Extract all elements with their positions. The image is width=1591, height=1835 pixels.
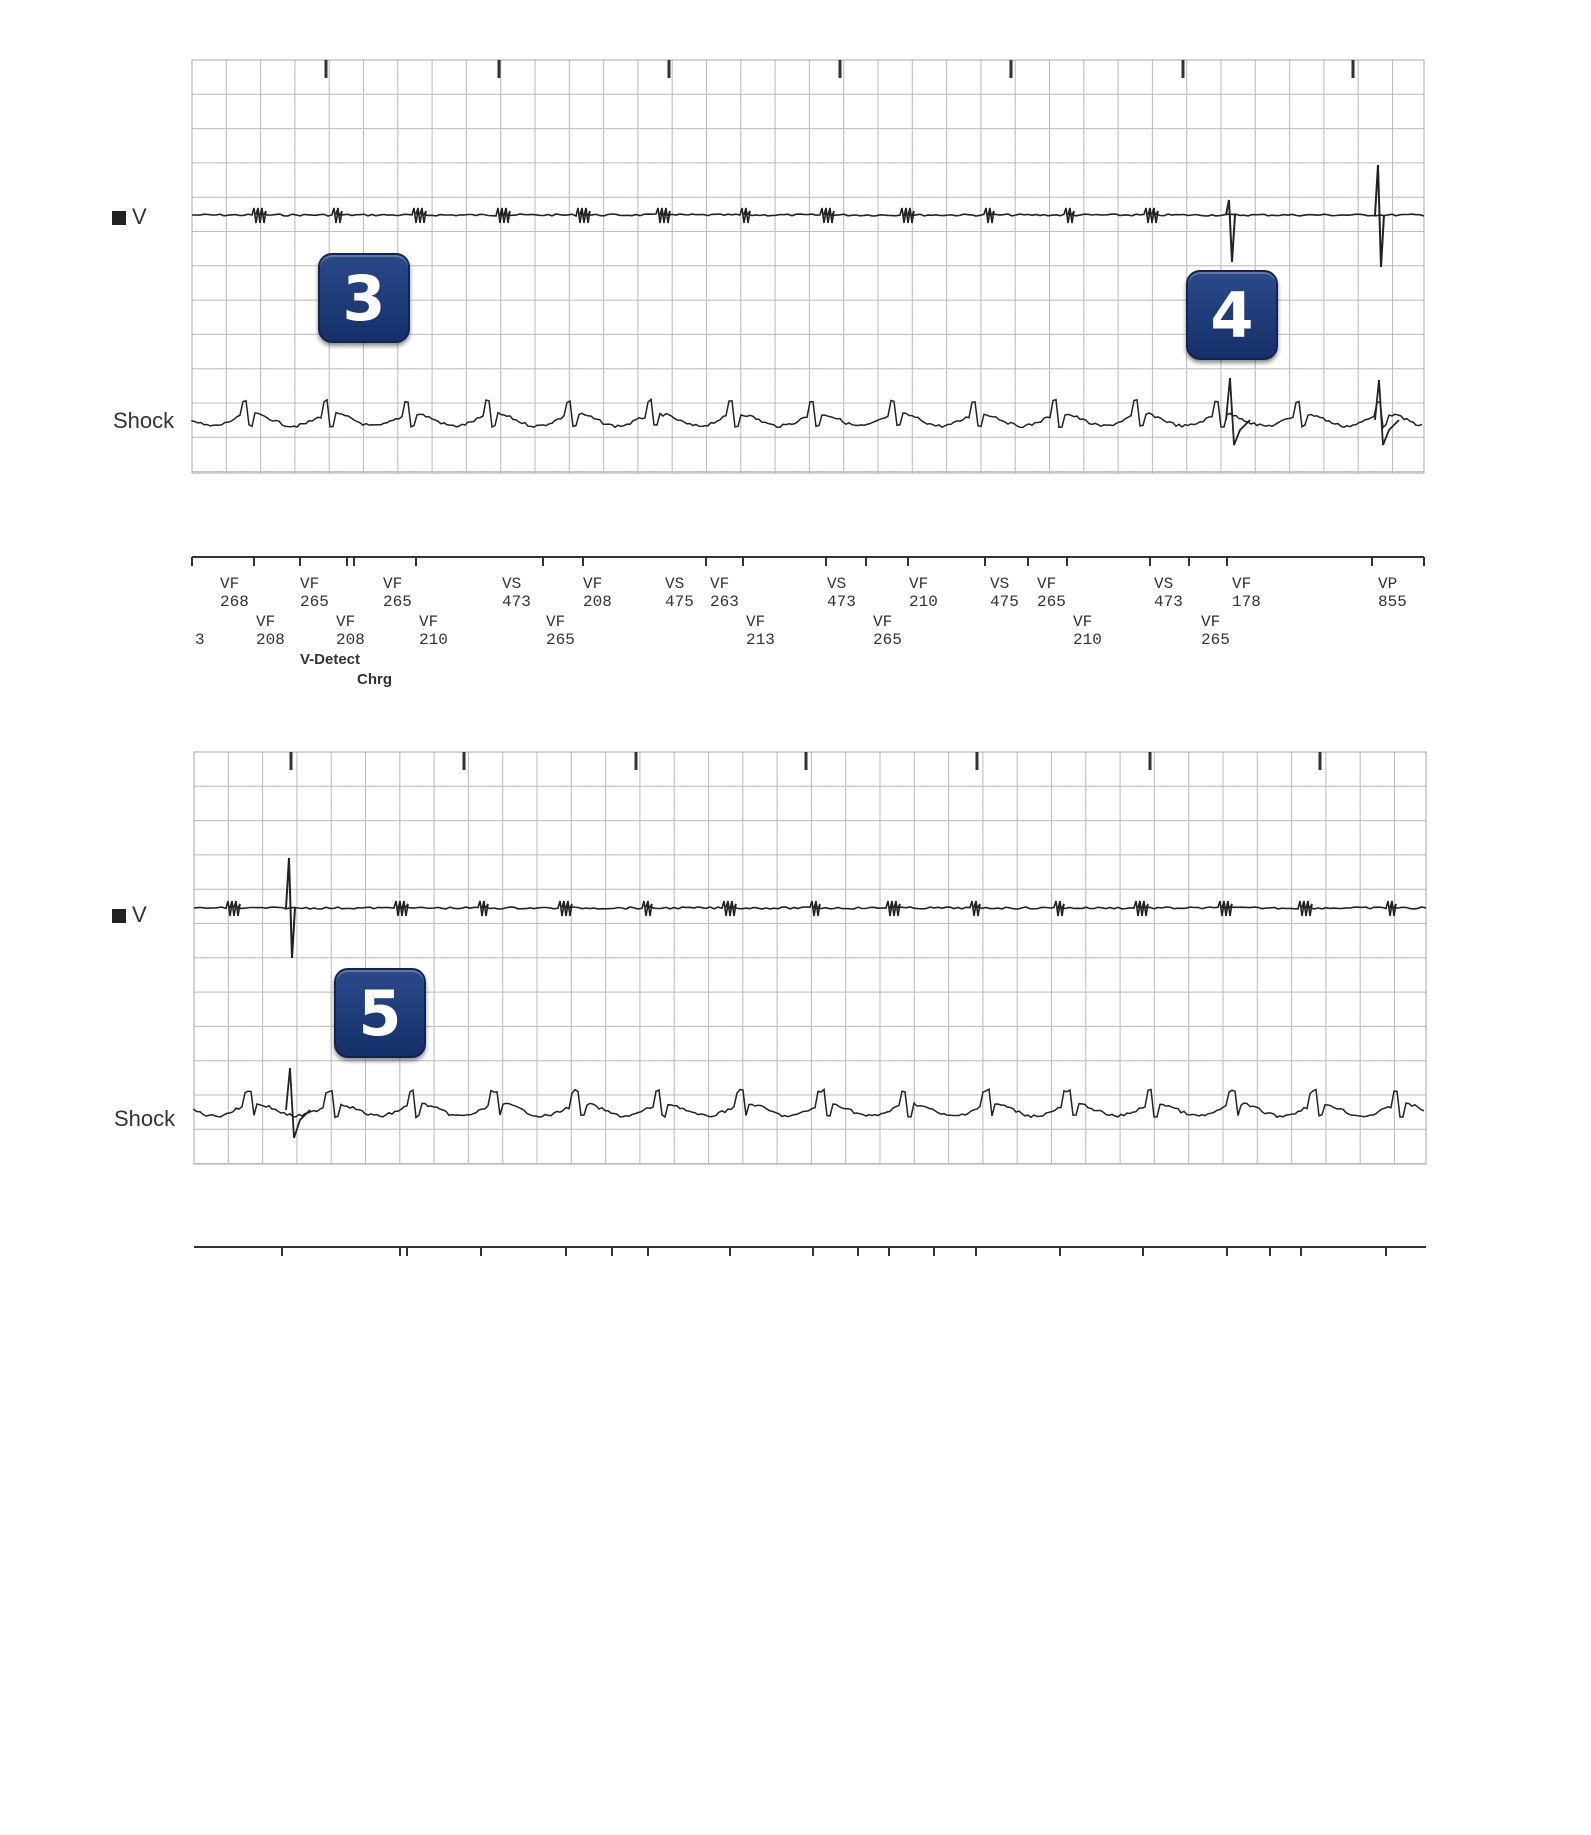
marker-annotation: VF 208	[583, 575, 612, 611]
marker-annotation: VS 475	[990, 575, 1019, 611]
lead-shock-label-2	[114, 1106, 175, 1132]
marker-annotation: VF 210	[419, 613, 448, 649]
marker-annotation: VF 208	[336, 613, 365, 649]
lead-v-label-1	[112, 204, 147, 230]
shock-deflection	[286, 1068, 310, 1138]
marker-annotation: VF 265	[873, 613, 902, 649]
marker-annotation: VF 178	[1232, 575, 1261, 611]
ecg-grid-panel-2	[194, 752, 1426, 1164]
marker-annotation: VF 265	[300, 575, 329, 611]
marker-annotation: VS 475	[665, 575, 694, 611]
marker-annotation: VS 473	[1154, 575, 1183, 611]
marker-annotation: VF 265	[1037, 575, 1066, 611]
shock-deflection	[1226, 378, 1250, 445]
marker-annotation: VF 263	[710, 575, 739, 611]
v-detect-label: V-Detect	[300, 651, 361, 668]
marker-annotation: VF 210	[1073, 613, 1102, 649]
lead-v-label-2	[112, 902, 147, 928]
marker-annotation: VF 265	[383, 575, 412, 611]
marker-annotation: VF 213	[746, 613, 775, 649]
marker-annotation: VS 473	[502, 575, 531, 611]
lead-shock-text: Shock	[114, 1106, 176, 1131]
marker-annotation: VF 265	[1201, 613, 1230, 649]
shock-deflection	[1375, 380, 1399, 445]
step-badge-4: 4	[1186, 270, 1278, 360]
step-badge-5: 5	[334, 968, 426, 1058]
lead-marker-icon	[112, 909, 126, 923]
shock-trace-1	[192, 399, 1422, 427]
lead-shock-label-1	[113, 408, 174, 434]
marker-annotation: VF 210	[909, 575, 938, 611]
lead-shock-text: Shock	[113, 408, 175, 433]
lead-v-text: V	[132, 902, 147, 927]
ventricular-trace-2	[194, 901, 1426, 916]
shock-trace-2	[194, 1089, 1424, 1117]
marker-annotation: 3	[195, 631, 205, 649]
marker-annotation: VF 265	[546, 613, 575, 649]
charge-label: Chrg	[357, 671, 392, 688]
marker-annotation: VF 208	[256, 613, 285, 649]
marker-annotation: VP 855	[1378, 575, 1407, 611]
lead-v-text: V	[132, 204, 147, 229]
step-badge-3: 3	[318, 253, 410, 343]
marker-annotation: VF 268	[220, 575, 249, 611]
ventricular-trace-1	[192, 208, 1424, 223]
lead-marker-icon	[112, 211, 126, 225]
marker-annotation: VS 473	[827, 575, 856, 611]
